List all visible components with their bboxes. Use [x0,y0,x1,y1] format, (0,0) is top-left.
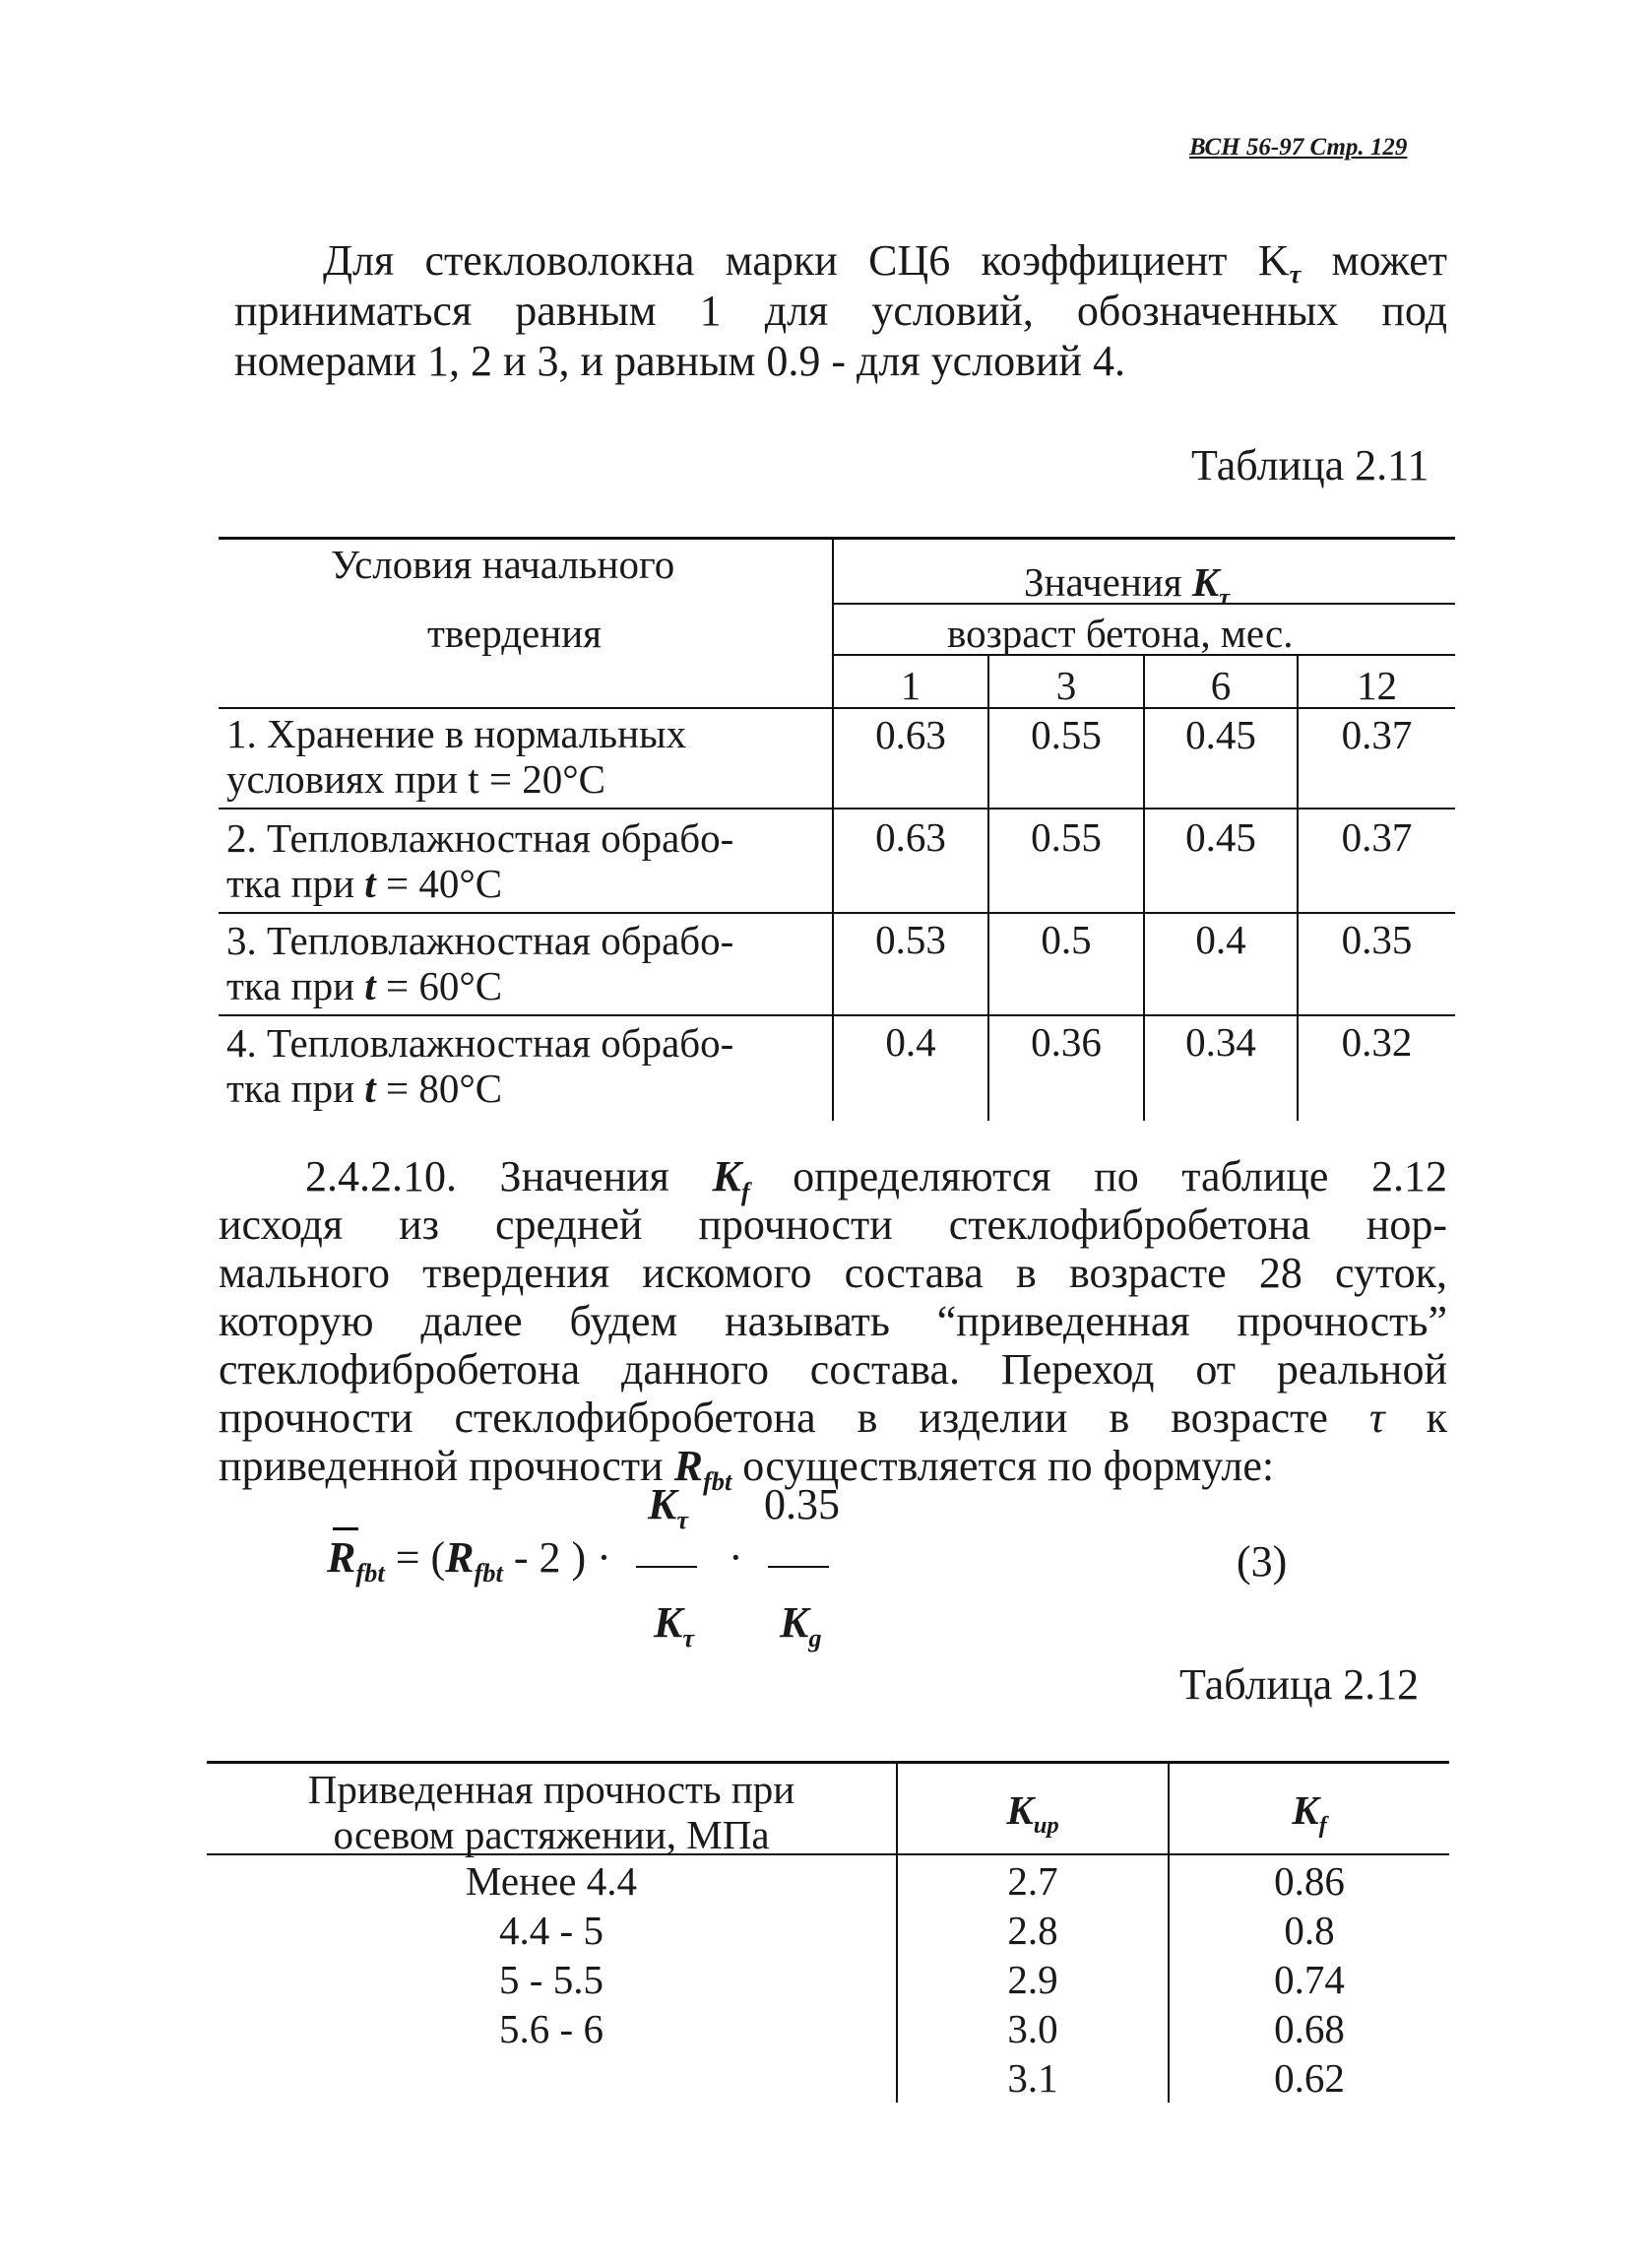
t212-row-5-kup: 3.1 [1007,2055,1058,2101]
table-2-11-row-rule-2 [219,912,1455,914]
para-2-4-2-10-line-3: мального твердения искомого состава в возрасте 28 суток, [219,1249,1447,1297]
row-1-value-6: 0.45 [1185,712,1256,757]
formula-denominator-k: $K_\tau$ [654,1598,695,1652]
row-1-value-3: 0.55 [1031,712,1102,757]
row-4-value-12: 0.32 [1341,1019,1413,1065]
formula-numerator-035: 0.35 [764,1480,840,1528]
age-1: 1 [900,663,921,708]
table-2-12-strength-header: Приведенная прочность при осевом растяжении, МПа [307,1767,795,1857]
table-2-11-caption: Таблица 2.11 [1191,441,1430,489]
para-2-4-2-10-line-6: прочности стеклофибробетона в изделии в возрасте τ к [219,1393,1447,1442]
row-2-value-6: 0.45 [1185,814,1256,860]
intro-line-2: приниматься равным 1 для условий, обозначенных под [234,287,1447,335]
t212-row-3-kf: 0.74 [1274,1957,1345,2002]
para-2-4-2-10-line-5: стеклофибробетона данного состава. Переход от реальной [219,1345,1447,1393]
t212-row-5-kf: 0.62 [1274,2055,1345,2101]
row-3-value-1: 0.53 [875,917,946,962]
formula-numerator-k: $K_\tau$ [648,1480,689,1534]
row-2-value-1: 0.63 [875,814,946,860]
table-2-12-caption: Таблица 2.12 [1179,1660,1420,1709]
row-4-value-6: 0.34 [1185,1019,1256,1065]
row-3-value-6: 0.4 [1195,917,1246,962]
t212-row-1-strength: Менее 4.4 [466,1858,637,1904]
t212-row-4-kup: 3.0 [1007,2006,1058,2051]
table-2-12-kf-header: $K_f$ [1292,1787,1327,1840]
table-2-12-kup-header: $K_{up}$ [1006,1787,1059,1840]
t212-row-1-kup: 2.7 [1007,1858,1058,1904]
age-3: 3 [1055,663,1077,708]
t212-row-1-kf: 0.86 [1274,1858,1345,1904]
row-4-value-3: 0.36 [1031,1019,1102,1065]
t212-row-2-kup: 2.8 [1007,1908,1058,1953]
formula-fraction-bar-1 [636,1566,697,1568]
formula-bar-over-r [333,1527,358,1530]
row-4-value-1: 0.4 [885,1019,936,1065]
row-1-value-1: 0.63 [875,712,946,757]
t212-row-2-strength: 4.4 - 5 [499,1908,604,1953]
table-2-11-condition-header-2: твердения [427,611,602,656]
formula-denominator-kg: $K_g$ [780,1598,822,1652]
row-1-condition: 1. Хранение в нормальных условиях при t = 20°C [226,711,687,802]
t212-row-4-kf: 0.68 [1274,2006,1345,2051]
t212-row-3-kup: 2.9 [1007,1957,1058,2002]
intro-line-3: номерами 1, 2 и 3, и равным 0.9 - для условий 4. [234,337,1125,385]
page-header: ВСН 56-97 Стр. 129 [1189,134,1408,161]
table-2-11-row-rule-1 [219,808,1455,810]
formula-number: (3) [1237,1537,1288,1586]
para-2-4-2-10-line-4: которую далее будем называть “приведенная прочность” [219,1297,1447,1345]
table-2-11-values-header: Значения $K_\tau$ [1024,559,1231,612]
table-2-11-row-rule-3 [219,1014,1455,1016]
row-3-value-3: 0.5 [1041,917,1092,962]
row-1-value-12: 0.37 [1341,712,1413,757]
age-12: 12 [1357,663,1397,708]
formula-fraction-bar-2 [768,1566,829,1568]
row-3-value-12: 0.35 [1341,917,1413,962]
age-6: 6 [1210,663,1232,708]
table-2-11-age-header: возраст бетона, мес. [947,611,1294,656]
table-2-12-top-rule [207,1761,1449,1764]
row-2-value-12: 0.37 [1341,814,1413,860]
t212-row-4-strength: 5.6 - 6 [499,2006,604,2051]
intro-line-1: Для стекловолокна марки СЦ6 коэффициент Kτ может [323,236,1448,289]
t212-row-3-strength: 5 - 5.5 [499,1957,604,2002]
table-2-11-condition-header: Условия начального [331,542,675,587]
row-2-condition: 2. Тепловлажностная обрабо- тка при t = 40°C [226,815,734,906]
table-2-11-top-rule [219,537,1455,540]
row-3-condition: 3. Тепловлажностная обрабо- тка при t = 60°C [226,918,734,1008]
row-4-condition: 4. Тепловлажностная обрабо- тка при t = 80°C [226,1020,734,1111]
para-2-4-2-10-line-1: 2.4.2.10. Значения $K_f$ определяются по таблице 2.12 [305,1152,1447,1206]
para-2-4-2-10-line-2: исходя из средней прочности стеклофибробетона нор- [219,1200,1447,1249]
formula-lhs: $R_{fbt} = (R_{fbt} - 2$ ) · [327,1533,611,1588]
t212-row-2-kf: 0.8 [1284,1908,1335,1953]
formula-dot: · [729,1533,743,1582]
para-2-4-2-10-line-7: приведенной прочности $R_{fbt}$ осуществляется по формуле: [219,1442,1275,1496]
row-2-value-3: 0.55 [1031,814,1102,860]
